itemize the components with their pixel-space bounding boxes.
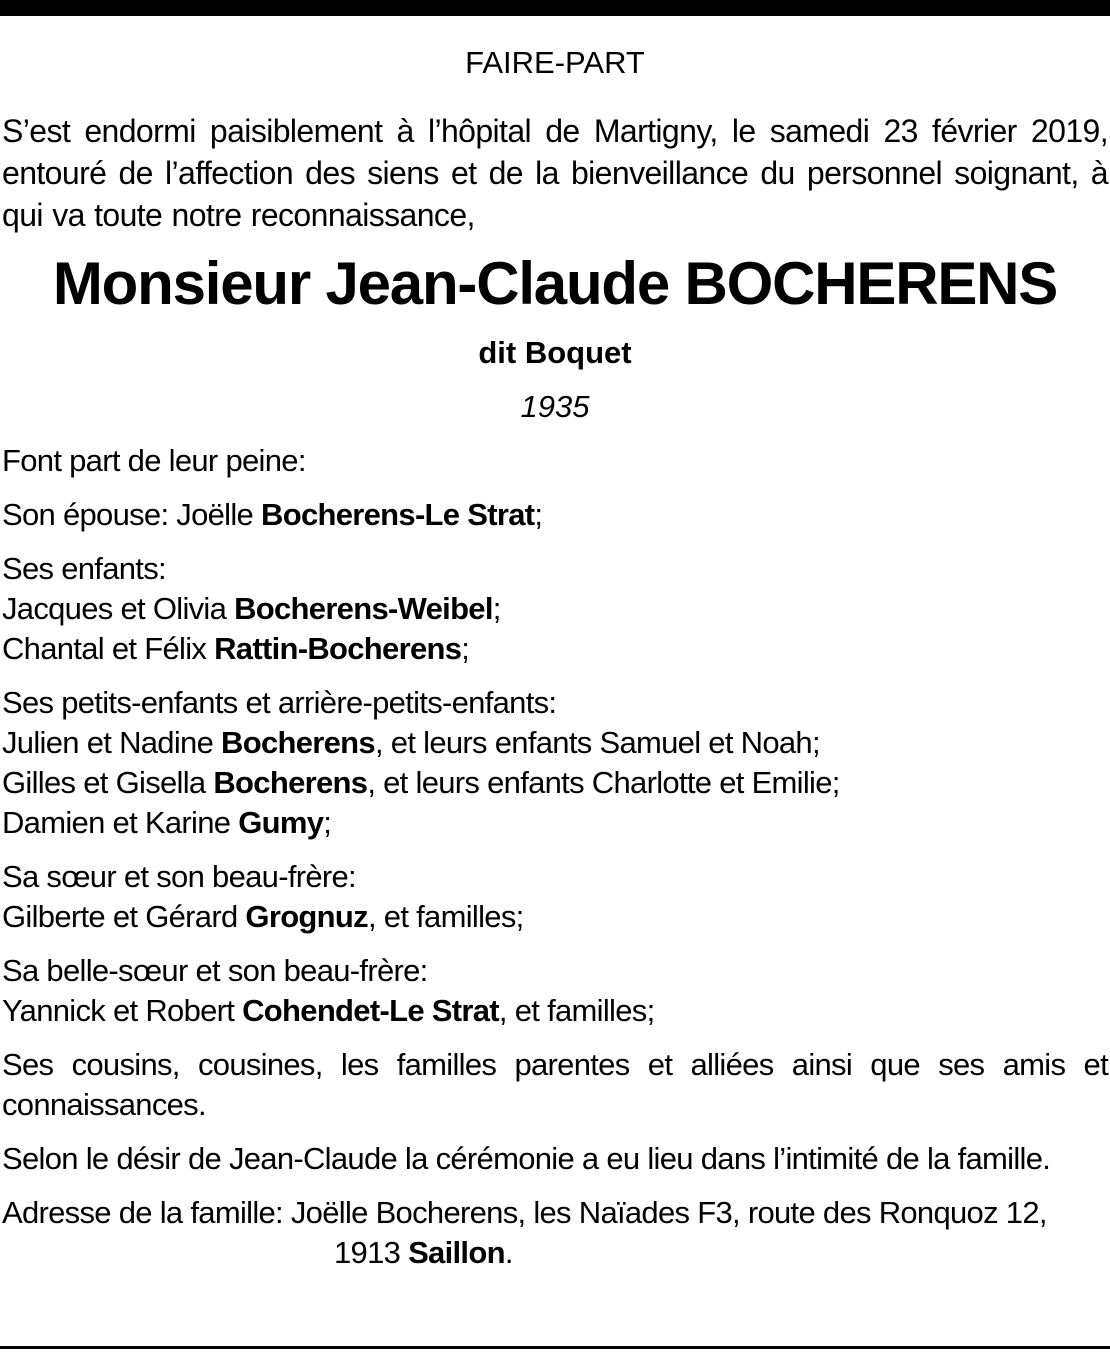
- address-postcode: 1913: [334, 1235, 409, 1270]
- sister-heading: Sa sœur et son beau-frère:: [2, 859, 356, 894]
- spouse-line: [2, 495, 1108, 535]
- child-line: Jacques et Olivia Bocherens-Weibel;: [2, 591, 501, 626]
- address-label: Adresse de la famille:: [2, 1195, 291, 1230]
- children-heading: Ses enfants:: [2, 551, 166, 586]
- cousins-paragraph: Ses cousins, cousines, les familles parentes et alliées ainsi que ses amis et connaissances.: [2, 1047, 1108, 1122]
- sister-in-law-heading: Sa belle-sœur et son beau-frère:: [2, 953, 428, 988]
- sister-in-law-line: Yannick et Robert Cohendet-Le Strat, et familles;: [2, 993, 655, 1028]
- top-rule: [0, 0, 1110, 16]
- grandchild-line: Gilles et Gisella Bocherens, et leurs enfants Charlotte et Emilie;: [2, 765, 840, 800]
- bottom-rule: [0, 1346, 1110, 1349]
- address-line1: Joëlle Bocherens, les Naïades F3, route des Ronquoz 12,: [290, 1195, 1047, 1230]
- announce-line: Font part de leur peine:: [2, 443, 306, 478]
- deceased-year: 1935: [520, 389, 590, 424]
- grandchildren-heading: Ses petits-enfants et arrière-petits-enfants:: [2, 685, 557, 720]
- notice-header: FAIRE-PART: [465, 45, 645, 80]
- children-block: [2, 549, 1108, 669]
- spouse-surname: Bocherens-Le Strat: [261, 497, 535, 532]
- sister-line: Gilberte et Gérard Grognuz, et familles;: [2, 899, 524, 934]
- grandchildren-block: [2, 683, 1108, 843]
- deceased-name: Monsieur Jean-Claude BOCHERENS: [52, 250, 1058, 317]
- ceremony-paragraph: Selon le désir de Jean-Claude la cérémonie a eu lieu dans l’intimité de la famille.: [2, 1141, 1051, 1176]
- family-address: Adresse de la famille: Joëlle Bocherens, les Naïades F3, route des Ronquoz 12, 1913 Saillon.: [2, 1195, 1047, 1270]
- sister-block: [2, 857, 1108, 937]
- spouse-suffix: ;: [534, 497, 543, 532]
- intro-paragraph: S’est endormi paisiblement à l’hôpital de Martigny, le samedi 23 février 2019, entouré de l’affection des siens et de la bienveillance du personnel soignant, à qui va toute notre reconnaissance,: [2, 113, 1108, 233]
- address-city: Saillon: [408, 1235, 505, 1270]
- sister-in-law-block: [2, 951, 1108, 1031]
- child-line: Chantal et Félix Rattin-Bocherens;: [2, 631, 470, 666]
- grandchild-line: Julien et Nadine Bocherens, et leurs enfants Samuel et Noah;: [2, 725, 820, 760]
- notice-body: [2, 441, 1108, 1287]
- grandchild-line: Damien et Karine Gumy;: [2, 805, 332, 840]
- spouse-prefix: Son épouse: Joëlle: [2, 497, 262, 532]
- deceased-nickname: dit Boquet: [478, 335, 632, 370]
